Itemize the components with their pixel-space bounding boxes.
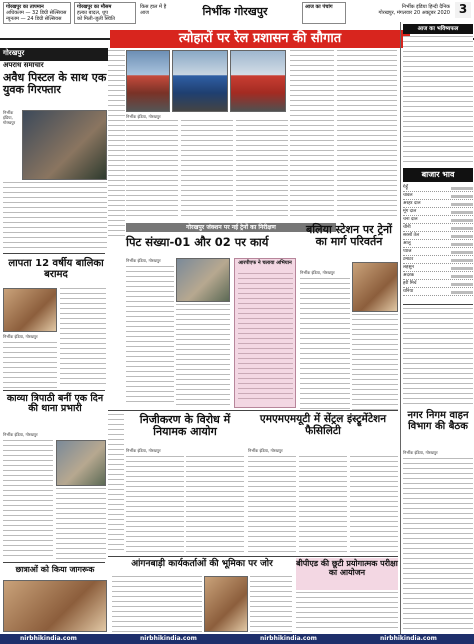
bazaar-item-price-placeholder <box>451 203 473 206</box>
bazaar-row <box>403 264 473 272</box>
bazaar-row <box>403 224 473 232</box>
info-box-body <box>238 273 293 403</box>
banner-headline: त्योहारों पर रेल प्रशासन की सौगात <box>110 30 410 48</box>
mmmut-headline: एमएमएमयूटी में सेंट्रल इंस्ट्रूमेंटेशन फैसिलिटी <box>259 413 387 437</box>
panchang-box <box>302 2 346 24</box>
mmmut-body-3 <box>350 456 398 554</box>
bazaar-row <box>403 288 473 296</box>
footer-site-3[interactable]: nirbhikindia.com <box>260 635 317 642</box>
balia-dateline: निर्भीक इंडिया, गोरखपुर <box>300 270 335 275</box>
bazaar-item-price-placeholder <box>451 291 473 294</box>
privatization-body-2 <box>186 456 244 554</box>
bazaar-item-name: टमाटर <box>403 257 414 262</box>
rail-body-col-1 <box>126 120 178 220</box>
rail-body-col-4 <box>290 50 334 220</box>
privatization-body-0 <box>108 414 124 554</box>
bped-headline: बीपीएड की छूटी प्रयोगात्मक परीक्षा का आयोजन <box>296 558 398 590</box>
rail-body-col-2 <box>181 120 233 220</box>
right-story-body <box>403 308 473 408</box>
balia-photo <box>352 262 398 312</box>
train-photo-1 <box>126 50 170 112</box>
temperature-min: न्यूनतम — 24 डिग्री सेल्सियस <box>6 16 62 22</box>
bazaar-title: बाजार भाव <box>403 168 473 182</box>
pit-photo <box>176 258 230 302</box>
pit-headline: पिट संख्या-01 और 02 पर कार्य <box>126 235 269 249</box>
bazaar-item-price-placeholder <box>451 211 473 214</box>
train-photo-3 <box>230 50 286 112</box>
bazaar-item-price-placeholder <box>451 267 473 270</box>
rail-body-col-0 <box>108 50 125 240</box>
temperature-label: गोरखपुर का तापमान <box>6 4 44 10</box>
right-column <box>400 22 474 634</box>
footer <box>0 634 474 644</box>
story-1-body <box>3 182 107 252</box>
story-2-body <box>60 288 106 388</box>
weather-line-2: को मिली-जुली स्थिति <box>77 16 115 22</box>
anganwadi-body <box>112 576 202 632</box>
bazaar-item-price-placeholder <box>451 251 473 254</box>
crime-section-label: अपराध समाचार <box>3 61 44 69</box>
temperature-max: अधिकतम — 32 डिग्री सेल्सियस <box>6 10 67 16</box>
bazaar-item-name: अदरक <box>403 273 415 278</box>
privatization-dateline: निर्भीक इंडिया, गोरखपुर <box>126 448 161 453</box>
mmmut-body-2 <box>299 456 347 554</box>
info-box <box>234 258 296 408</box>
bped-body <box>296 592 398 632</box>
bazaar-item-name: प्याज <box>403 249 412 254</box>
story-3-photo <box>56 440 106 486</box>
story-3-body <box>3 440 53 560</box>
story-2-headline: लापता 12 वर्षीय बालिका बरामद <box>8 258 104 280</box>
nagar-body <box>403 458 473 630</box>
story-3-body-2 <box>56 488 106 560</box>
page-number: 3 <box>455 2 471 18</box>
rail-body-col-3 <box>236 120 288 220</box>
bazaar-item-price-placeholder <box>451 259 473 262</box>
balia-body <box>300 278 350 410</box>
bazaar-row <box>403 232 473 240</box>
left-column <box>0 48 108 634</box>
story-2-dateline: निर्भीक इंडिया, गोरखपुर <box>3 334 38 339</box>
rail-body-col-5 <box>337 50 397 220</box>
footer-site-4[interactable]: nirbhikindia.com <box>380 635 437 642</box>
bazaar-row <box>403 272 473 280</box>
rail-dateline: निर्भीक इंडिया, गोरखपुर <box>126 114 161 119</box>
bazaar-item-name: हरी मिर्च <box>403 281 417 286</box>
bazaar-row <box>403 256 473 264</box>
story-3-dateline: निर्भीक इंडिया, गोरखपुर <box>3 432 38 437</box>
privatization-body <box>126 456 184 554</box>
temperature-box <box>3 2 71 24</box>
bazaar-item-name: सरसों तेल <box>403 233 420 238</box>
info-box-title: आरपीएफ ने चलाया अभियान <box>238 260 292 266</box>
train-photo-2 <box>172 50 228 112</box>
bazaar-row <box>403 240 473 248</box>
bazaar-item-name: चावल <box>403 193 413 198</box>
panchang-label: आज का पंचांग <box>305 4 333 10</box>
balia-headline: बलिया स्टेशन पर ट्रेनों का मार्ग परिवर्तन <box>306 223 392 249</box>
edition-paper: निर्भीक इंडिया हिन्दी दैनिक <box>401 4 450 10</box>
horoscope-title: आज का भविष्यफल <box>403 24 473 34</box>
bazaar-row <box>403 208 473 216</box>
footer-site-1[interactable]: nirbhikindia.com <box>20 635 77 642</box>
pit-body-2 <box>176 304 230 406</box>
edition-date: गोरखपुर, मंगलवार 20 अक्टूबर 2020 <box>378 10 450 16</box>
rail-subhead: गोरखपुर जंक्शन पर नई ट्रेनों का निरीक्षण <box>126 223 336 232</box>
bazaar-item-name: लहसुन <box>403 265 414 270</box>
tagline: किस हाल में है आज <box>140 4 167 16</box>
paper-name: निर्भीक गोरखपुर <box>202 5 268 18</box>
bazaar-item-name: मूंग दाल <box>403 209 417 214</box>
nagar-dateline: निर्भीक इंडिया, गोरखपुर <box>403 450 438 455</box>
horoscope-body <box>403 36 473 164</box>
bazaar-row <box>403 184 473 192</box>
pit-body <box>126 266 174 406</box>
story-4-photo <box>3 580 107 632</box>
bazaar-row <box>403 216 473 224</box>
footer-site-2[interactable]: nirbhikindia.com <box>140 635 197 642</box>
story-2-body-2 <box>3 342 57 388</box>
anganwadi-photo <box>204 576 248 632</box>
bazaar-item-price-placeholder <box>451 187 473 190</box>
divider <box>3 253 105 254</box>
story-4-headline: छात्राओं को किया जागरूक <box>15 565 95 574</box>
bazaar-item-name: गेहूँ <box>403 185 408 190</box>
bazaar-item-name: अरहर दाल <box>403 201 421 206</box>
weather-label: गोरखपुर का मौसम <box>77 4 112 10</box>
story-1-headline: अवैध पिस्टल के साथ एक युवक गिरफ्तार <box>3 71 107 97</box>
divider <box>403 304 473 305</box>
bazaar-item-price-placeholder <box>451 219 473 222</box>
bazaar-item-price-placeholder <box>451 275 473 278</box>
pit-dateline: निर्भीक इंडिया, गोरखपुर <box>126 258 161 263</box>
bazaar-row <box>403 248 473 256</box>
story-2-photo <box>3 288 57 332</box>
anganwadi-body-2 <box>250 576 292 632</box>
bazaar-item-price-placeholder <box>451 243 473 246</box>
bazaar-row <box>403 200 473 208</box>
divider <box>108 410 398 411</box>
bazaar-row <box>403 280 473 288</box>
bazaar-item-name: चीनी <box>403 225 411 230</box>
bazaar-item-price-placeholder <box>451 195 473 198</box>
story-1-dateline: निर्भीक इंडिया, गोरखपुर <box>3 110 16 126</box>
divider <box>3 390 105 391</box>
balia-body-2 <box>352 314 398 410</box>
divider <box>3 562 105 563</box>
city-label: गोरखपुर <box>3 49 25 57</box>
bazaar-row <box>403 192 473 200</box>
bazaar-list <box>403 184 473 296</box>
bazaar-item-name: आलू <box>403 241 411 246</box>
bazaar-item-name: धनिया <box>403 289 414 294</box>
bazaar-item-name: चना दाल <box>403 217 418 222</box>
bazaar-item-price-placeholder <box>451 227 473 230</box>
mmmut-dateline: निर्भीक इंडिया, गोरखपुर <box>248 448 283 453</box>
section-bar <box>0 48 108 61</box>
mmmut-body <box>248 456 296 554</box>
weather-box <box>74 2 136 24</box>
edition-info <box>350 4 450 16</box>
divider <box>108 556 398 557</box>
nagar-headline: नगर निगम वाहन विभाग की बैठक <box>407 410 469 432</box>
story-3-headline: काव्या त्रिपाठी बनीं एक दिन की थाना प्रभारी <box>6 393 104 415</box>
weather-line-1: हल्का बादल, धूप <box>77 10 108 16</box>
anganwadi-headline: आंगनबाड़ी कार्यकर्ताओं की भूमिका पर जोर <box>131 559 273 569</box>
bazaar-item-price-placeholder <box>451 283 473 286</box>
story-1-photo <box>22 110 107 180</box>
privatization-headline: निजीकरण के विरोध में नियामक आयोग <box>139 413 231 439</box>
bazaar-item-price-placeholder <box>451 235 473 238</box>
